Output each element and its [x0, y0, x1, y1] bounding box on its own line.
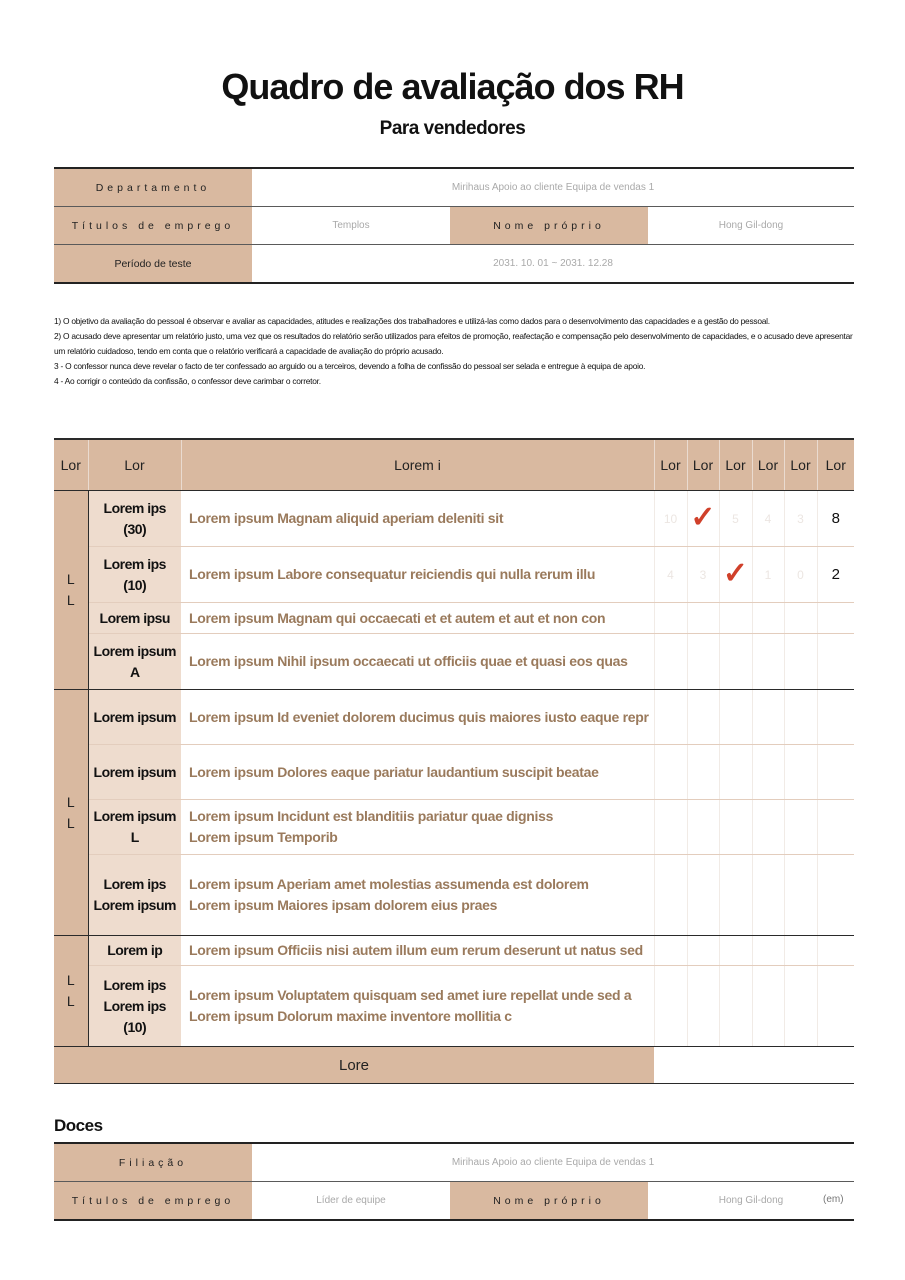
score-cell[interactable] — [654, 603, 687, 634]
score-cell[interactable] — [784, 745, 817, 800]
header-score-5: Lor — [784, 439, 817, 491]
name-value: Hong Gil-dong — [648, 207, 854, 245]
score-result — [817, 966, 854, 1047]
note-2: 2) O acusado deve apresentar um relatório justo, uma vez que os resultados do relatório serão utilizados para efeitos de promoção, reafectação e compensação pelo desenvolvimento de capacidades, e o acusado deve apresentar um relatório cuidadoso, tendo em conta que o relatório verificará a capacidade de avaliação do próprio acusado. — [54, 331, 853, 356]
item-label: Lorem ipsu — [88, 603, 181, 634]
score-cell[interactable] — [752, 745, 784, 800]
note-1: 1) O objetivo da avaliação do pessoal é observar e avaliar as capacidades, atitudes e realizações dos trabalhadores e utilizá-las como dados para o desenvolvimento das capacidades e a gestão do pessoal. — [54, 316, 770, 326]
score-cell[interactable] — [784, 936, 817, 966]
score-result — [817, 634, 854, 690]
score-cell[interactable] — [719, 855, 752, 936]
score-cell[interactable] — [752, 966, 784, 1047]
score-cell[interactable] — [687, 745, 719, 800]
item-label: Lorem ipsum — [88, 745, 181, 800]
score-cell-checked[interactable] — [687, 491, 719, 547]
score-cell[interactable] — [784, 634, 817, 690]
score-cell[interactable]: 0 — [784, 547, 817, 603]
header-score-3: Lor — [719, 439, 752, 491]
score-cell[interactable] — [687, 690, 719, 745]
score-result: 2 — [817, 547, 854, 603]
item-description: Lorem ipsum Magnam aliquid aperiam deleniti sit — [181, 491, 654, 547]
total-label: Lore — [54, 1047, 654, 1084]
instructions-notes — [54, 314, 854, 389]
score-cell[interactable]: 5 — [719, 491, 752, 547]
score-cell[interactable] — [719, 745, 752, 800]
item-label: Lorem ipsum L — [88, 800, 181, 855]
group-label: L L — [54, 491, 88, 690]
score-cell[interactable] — [752, 936, 784, 966]
note-3: 3 - O confessor nunca deve revelar o facto de ter confessado ao arguido ou a terceiros, devendo a folha de confissão do pessoal ser selada e entregue à equipa de apoio. — [54, 361, 646, 371]
score-cell[interactable] — [687, 936, 719, 966]
score-cell[interactable]: 3 — [687, 547, 719, 603]
score-cell[interactable] — [719, 690, 752, 745]
score-result — [817, 936, 854, 966]
item-label: Lorem ipsum A — [88, 634, 181, 690]
score-cell[interactable] — [654, 634, 687, 690]
evaluator-name-label: Nome próprio — [450, 1182, 648, 1221]
score-cell[interactable]: 10 — [654, 491, 687, 547]
item-label: Lorem ip — [88, 936, 181, 966]
item-description: Lorem ipsum Incidunt est blanditiis pariatur quae digniss Lorem ipsum Temporib — [181, 800, 654, 855]
evaluation-table — [54, 438, 854, 1084]
score-cell[interactable]: 1 — [752, 547, 784, 603]
header-score-4: Lor — [752, 439, 784, 491]
item-label: Lorem ips (30) — [88, 491, 181, 547]
check-icon: ✓ — [690, 500, 716, 534]
score-result — [817, 745, 854, 800]
score-cell[interactable]: 4 — [654, 547, 687, 603]
score-cell[interactable] — [752, 855, 784, 936]
period-value: 2031. 10. 01 ~ 2031. 12.28 — [252, 245, 854, 284]
item-description: Lorem ipsum Officiis nisi autem illum eum rerum deserunt ut natus sed — [181, 936, 654, 966]
score-cell[interactable] — [752, 603, 784, 634]
score-cell[interactable] — [752, 634, 784, 690]
evaluator-info-table — [54, 1142, 854, 1221]
score-cell[interactable] — [687, 855, 719, 936]
score-cell[interactable] — [752, 690, 784, 745]
score-cell[interactable] — [784, 800, 817, 855]
department-label: Departamento — [54, 168, 252, 207]
header-category: Lor — [54, 439, 88, 491]
score-cell[interactable] — [719, 966, 752, 1047]
score-cell-checked[interactable] — [719, 547, 752, 603]
score-cell[interactable] — [654, 800, 687, 855]
score-cell[interactable] — [784, 690, 817, 745]
score-cell[interactable] — [654, 855, 687, 936]
item-label: Lorem ips (10) — [88, 547, 181, 603]
header-item: Lor — [88, 439, 181, 491]
evaluator-job-title-value: Líder de equipe — [252, 1182, 450, 1221]
item-description: Lorem ipsum Voluptatem quisquam sed amet iure repellat unde sed a Lorem ipsum Dolorum maxime inventore mollitia c — [181, 966, 654, 1047]
page-title: Quadro de avaliação dos RH — [221, 66, 684, 107]
score-cell[interactable]: 3 — [784, 491, 817, 547]
item-label: Lorem ips Lorem ipsum — [88, 855, 181, 936]
job-title-label: Títulos de emprego — [54, 207, 252, 245]
score-result — [817, 855, 854, 936]
score-cell[interactable] — [654, 936, 687, 966]
header-content: Lorem i — [181, 439, 654, 491]
note-4: 4 - Ao corrigir o conteúdo da confissão, o confessor deve carimbar o corretor. — [54, 376, 321, 386]
score-cell[interactable] — [654, 966, 687, 1047]
evaluator-job-title-label: Títulos de emprego — [54, 1182, 252, 1221]
evaluator-name-value: Hong Gil-dong — [648, 1182, 854, 1221]
signature-em-label: (em) — [823, 1194, 844, 1205]
score-cell[interactable] — [784, 603, 817, 634]
department-value: Mirihaus Apoio ao cliente Equipa de vendas 1 — [252, 168, 854, 207]
score-cell[interactable] — [784, 855, 817, 936]
group-label: L L — [54, 936, 88, 1047]
score-cell[interactable] — [752, 800, 784, 855]
item-description: Lorem ipsum Aperiam amet molestias assumenda est dolorem Lorem ipsum Maiores ipsam dolorem eius praes — [181, 855, 654, 936]
item-label: Lorem ipsum — [88, 690, 181, 745]
score-cell[interactable] — [719, 936, 752, 966]
employee-info-table — [54, 167, 854, 284]
score-result — [817, 800, 854, 855]
score-result — [817, 603, 854, 634]
affiliation-value: Mirihaus Apoio ao cliente Equipa de vendas 1 — [252, 1143, 854, 1182]
score-cell[interactable] — [719, 634, 752, 690]
score-cell[interactable] — [654, 690, 687, 745]
header-score-result: Lor — [817, 439, 854, 491]
name-label: Nome próprio — [450, 207, 648, 245]
item-label: Lorem ips Lorem ips (10) — [88, 966, 181, 1047]
score-result — [817, 690, 854, 745]
score-cell[interactable] — [719, 800, 752, 855]
score-cell[interactable] — [687, 800, 719, 855]
score-cell[interactable] — [654, 745, 687, 800]
score-cell[interactable] — [719, 603, 752, 634]
item-description: Lorem ipsum Id eveniet dolorem ducimus quis maiores iusto eaque repr — [181, 690, 654, 745]
header-score-2: Lor — [687, 439, 719, 491]
affiliation-label: Filiação — [54, 1143, 252, 1182]
score-cell[interactable] — [687, 634, 719, 690]
page-subtitle: Para vendedores — [379, 118, 526, 139]
item-description: Lorem ipsum Magnam qui occaecati et et autem et aut et non con — [181, 603, 654, 634]
score-result: 8 — [817, 491, 854, 547]
item-description: Lorem ipsum Labore consequatur reiciendis qui nulla rerum illu — [181, 547, 654, 603]
period-label: Período de teste — [54, 245, 252, 284]
score-cell[interactable] — [687, 603, 719, 634]
score-cell[interactable]: 4 — [752, 491, 784, 547]
header-score-1: Lor — [654, 439, 687, 491]
score-cell[interactable] — [784, 966, 817, 1047]
doces-section-title: Doces — [54, 1116, 103, 1135]
check-icon: ✓ — [722, 556, 749, 590]
job-title-value: Templos — [252, 207, 450, 245]
score-cell[interactable] — [687, 966, 719, 1047]
total-value[interactable] — [654, 1047, 854, 1084]
item-description: Lorem ipsum Dolores eaque pariatur laudantium suscipit beatae — [181, 745, 654, 800]
group-label: L L — [54, 690, 88, 936]
item-description: Lorem ipsum Nihil ipsum occaecati ut officiis quae et quasi eos quas — [181, 634, 654, 690]
